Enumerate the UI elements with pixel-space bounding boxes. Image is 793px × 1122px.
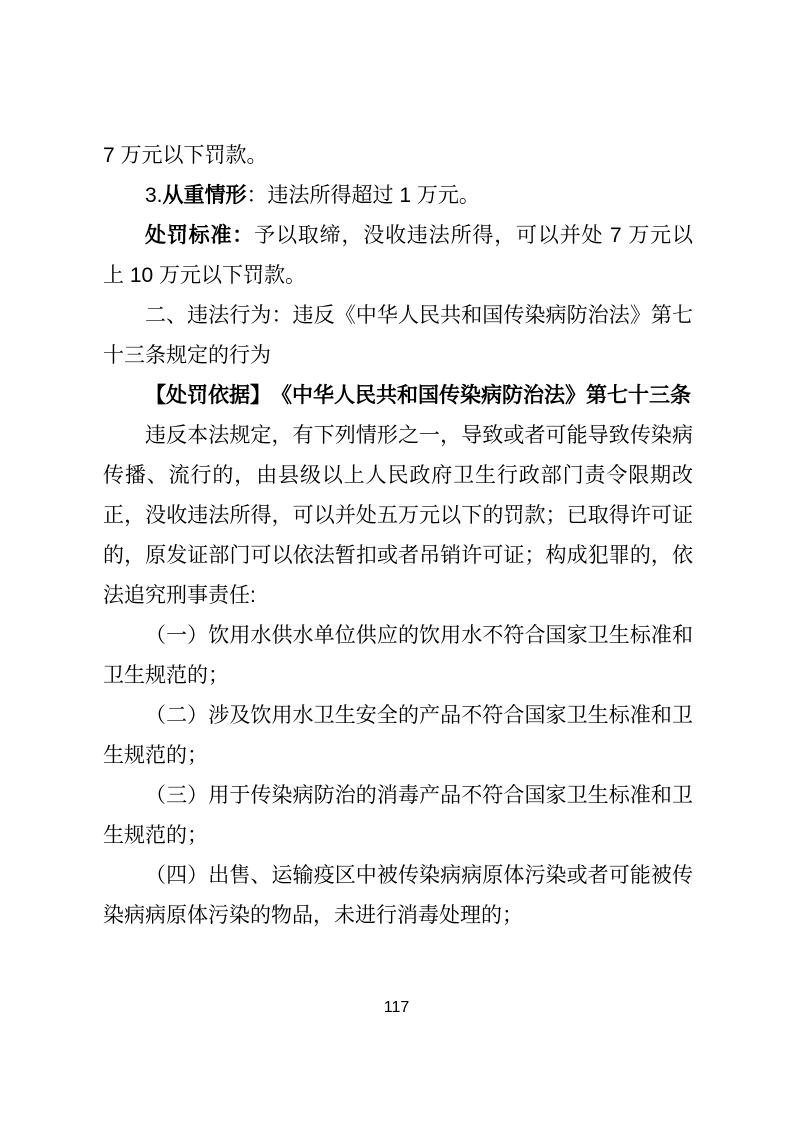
text-run: 7 万元以下罚款。 [103,144,268,167]
text-run: 予以取缔，没收违法所得，可以并处 7 万元以上 10 万元以下罚款。 [103,224,693,287]
paragraph-7 [103,616,693,696]
paragraph-9 [103,776,693,856]
text-run: 3. [145,184,163,207]
text-run: （二）涉及饮用水卫生安全的产品不符合国家卫生标准和卫生规范的； [103,704,693,767]
paragraph-8 [103,696,693,776]
text-run: （四）出售、运输疫区中被传染病病原体污染或者可能被传染病病原体污染的物品，未进行消毒处理的； [103,864,693,927]
bold-text-run: 【处罚依据】 《中华人民共和国传染病防治法》第七十三条 [145,384,691,407]
text-run: ：违法所得超过 1 万元。 [246,184,480,207]
paragraph-4 [103,296,693,376]
paragraph-1 [103,136,693,176]
text-run: 二、违法行为：违反《中华人民共和国传染病防治法》第七十三条规定的行为 [103,304,693,367]
paragraph-10 [103,856,693,936]
paragraph-5 [103,376,693,416]
text-run: （三）用于传染病防治的消毒产品不符合国家卫生标准和卫生规范的； [103,784,693,847]
text-run: （一）饮用水供水单位供应的饮用水不符合国家卫生标准和卫生规范的； [103,624,693,687]
document-body [103,136,693,936]
page-number: 117 [383,999,410,1016]
paragraph-3 [103,216,693,296]
bold-text-run: 处罚标准： [145,224,255,247]
paragraph-6 [103,416,693,616]
text-run: 违反本法规定，有下列情形之一，导致或者可能导致传染病传播、流行的，由县级以上人民政府卫生行政部门责令限期改正，没收违法所得，可以并处五万元以下的罚款；已取得许可证的，原发证部门可以依法暂扣或者吊销许可证；构成犯罪的，依法追究刑事责任: [103,424,693,607]
bold-text-run: 从重情形 [162,184,247,207]
paragraph-2 [103,176,693,216]
